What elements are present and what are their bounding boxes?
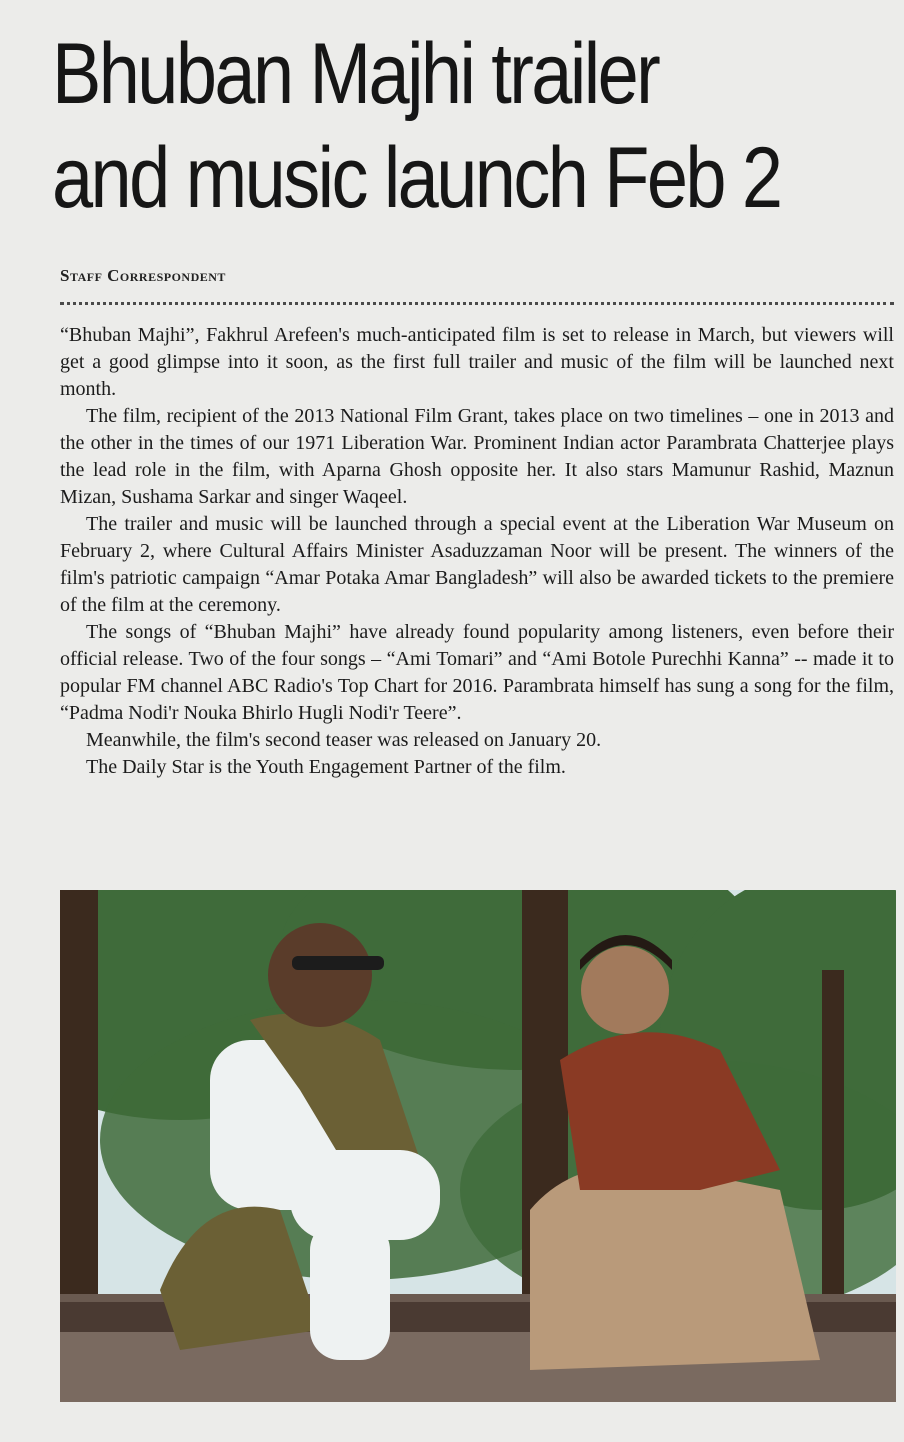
dotted-divider: [60, 302, 894, 305]
paragraph-3: The trailer and music will be launched through a special event at the Liberation War Museum on February 2, where Cultural Affairs Minister Asaduzzaman Noor will be present. The winners of the film's patriotic campaign “Amar Potaka Amar Bangladesh” will also be awarded tickets to the premiere of the film at the ceremony.: [60, 513, 894, 616]
article-body: [60, 322, 894, 781]
film-still-photo: [60, 890, 896, 1402]
photo-tree-trunk: [822, 970, 844, 1310]
paragraph-5: Meanwhile, the film's second teaser was released on January 20.: [86, 729, 602, 751]
headline: Bhuban Majhi trailer and music launch Feb 2: [52, 26, 781, 226]
paragraph-1: “Bhuban Majhi”, Fakhrul Arefeen's much-anticipated film is set to release in March, but viewers will get a good glimpse into it soon, as the first full trailer and music of the film will be launched next month.: [60, 324, 894, 400]
paragraph-6: The Daily Star is the Youth Engagement Partner of the film.: [86, 756, 566, 778]
paragraph-4: The songs of “Bhuban Majhi” have already found popularity among listeners, even before their official release. Two of the four songs – “Ami Tomari” and “Ami Botole Purechhi Kanna” -- made it to popular FM channel ABC Radio's Top Chart for 2016. Parambrata himself has sung a song for the film, “Padma Nodi'r Nouka Bhirlo Hugli Nodi'r Teere”.: [60, 621, 894, 724]
paragraph-2: The film, recipient of the 2013 National Film Grant, takes place on two timelines – one in 2013 and the other in the times of our 1971 Liberation War. Prominent Indian actor Parambrata Chatterjee plays the lead role in the film, with Aparna Ghosh opposite her. It also stars Mamunur Rashid, Maznun Mizan, Sushama Sarkar and singer Waqeel.: [60, 405, 894, 508]
byline: Staff Correspondent: [60, 266, 226, 285]
photo-tree-trunk: [60, 890, 98, 1310]
